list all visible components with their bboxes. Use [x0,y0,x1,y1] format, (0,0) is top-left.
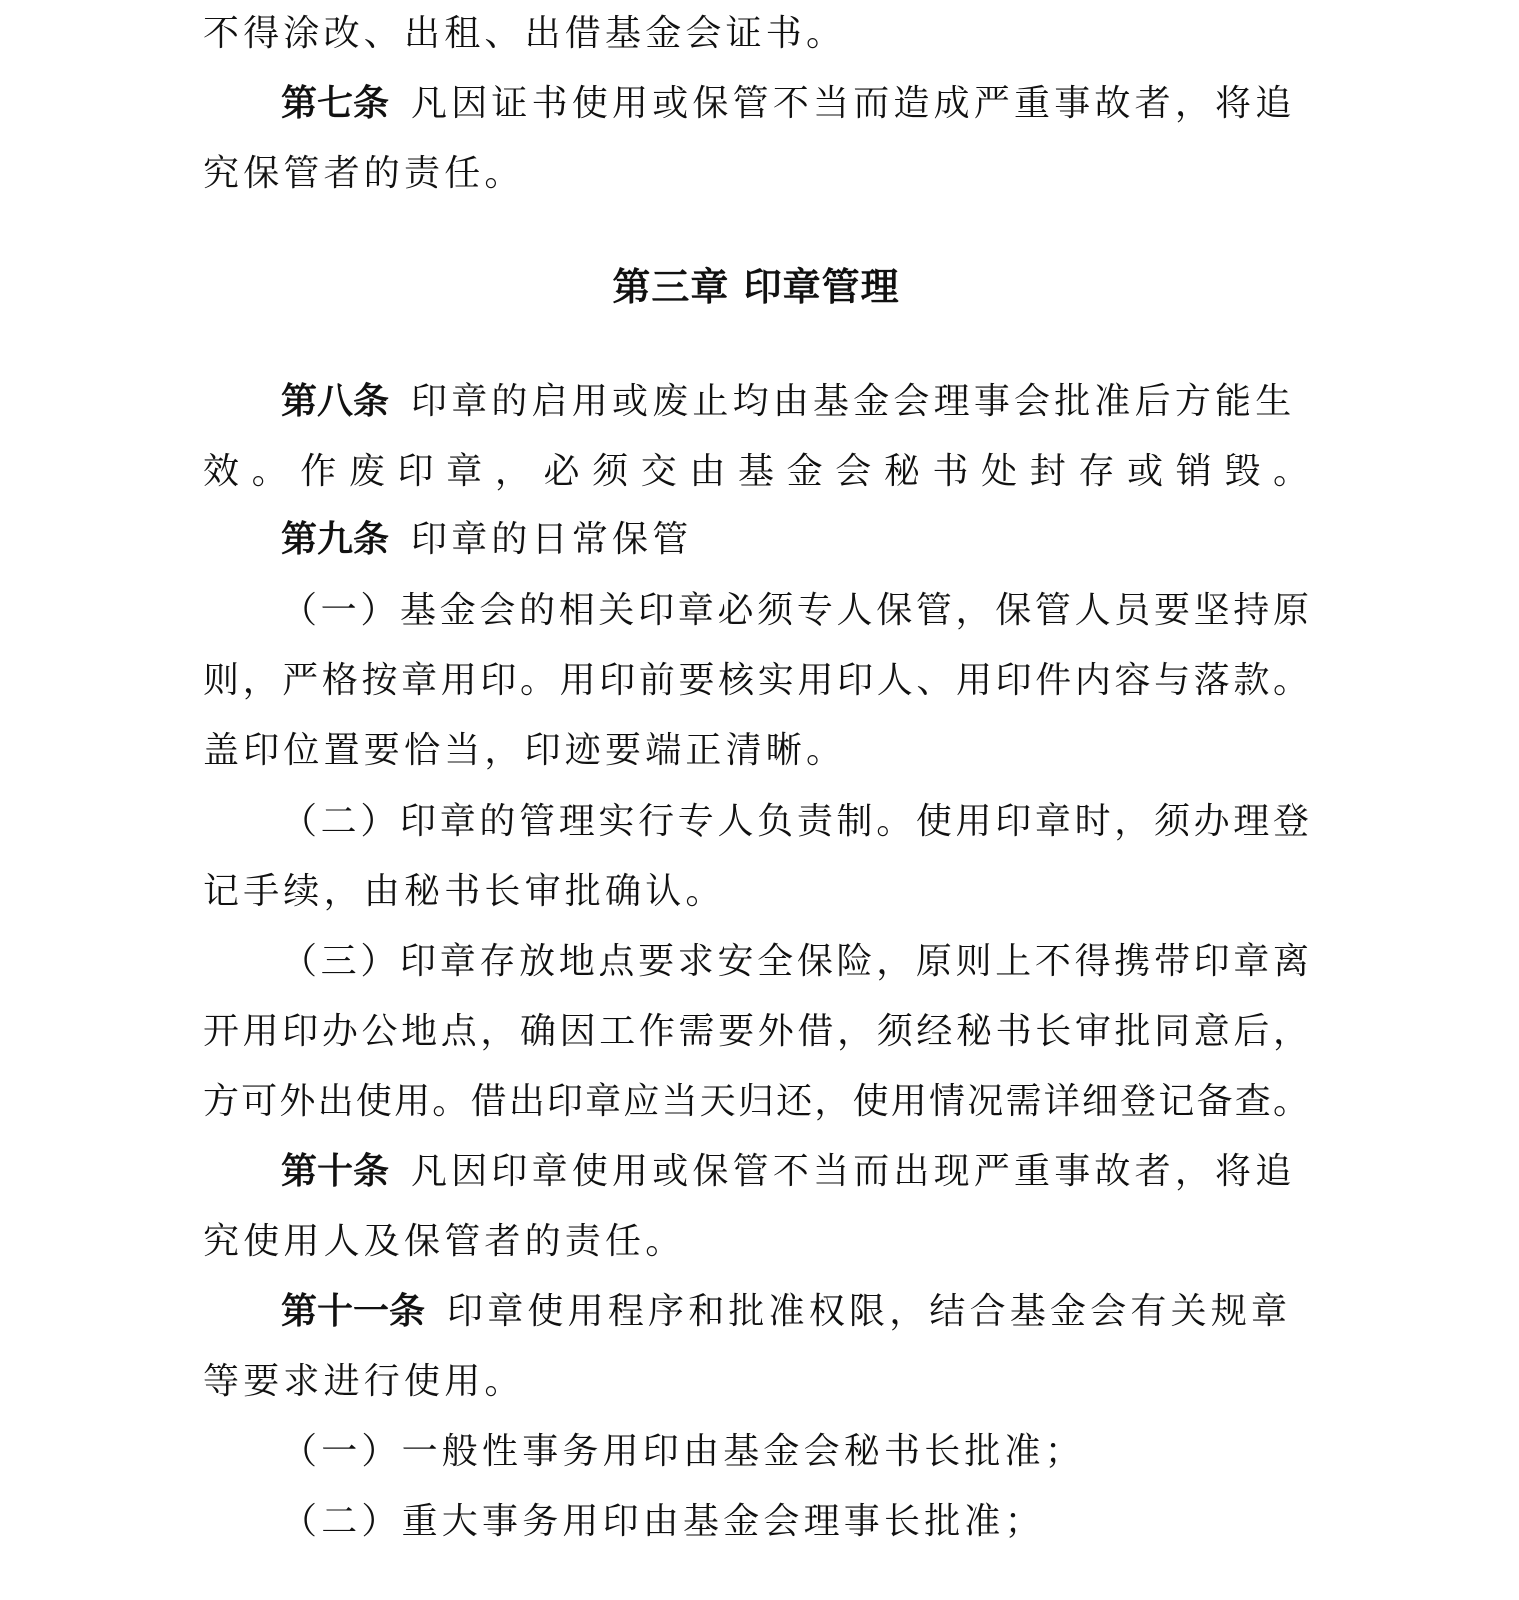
chapter-3-title: 第三章 印章管理 [612,265,900,309]
article-10-heading: 第十条 [281,1151,390,1192]
item-9-3-line: （三）印章存放地点要求安全保险，原则上不得携带印章离 [281,941,1309,982]
article-10-line [281,1150,1295,1194]
article-9-line [281,518,692,562]
article-8-heading: 第八条 [281,381,390,422]
article-10-text: 凡因印章使用或保管不当而出现严重事故者，将追 [411,1151,1296,1192]
paragraph-line: 究使用人及保管者的责任。 [203,1221,686,1262]
item-11-2-line: （二）重大事务用印由基金会理事长批准； [281,1501,1045,1542]
article-8-line [281,380,1295,424]
item-9-1-line: （一）基金会的相关印章必须专人保管，保管人员要坚持原 [281,590,1309,631]
paragraph-line: 不得涂改、出租、出借基金会证书。 [203,13,847,54]
article-7-text: 凡因证书使用或保管不当而造成严重事故者，将追 [411,83,1296,124]
article-11-heading: 第十一条 [281,1291,426,1332]
paragraph-line: 效。作废印章，必须交由基金会秘书处封存或销毁。 [203,451,1309,492]
article-9-text: 印章的日常保管 [411,519,693,560]
paragraph-line: 开用印办公地点，确因工作需要外借，须经秘书长审批同意后， [203,1011,1309,1052]
paragraph-line: 则，严格按章用印。用印前要核实用印人、用印件内容与落款。 [203,660,1309,701]
article-11-text: 印章使用程序和批准权限，结合基金会有关规章 [447,1291,1292,1332]
article-11-line [281,1290,1291,1334]
article-9-heading: 第九条 [281,519,390,560]
paragraph-line: 等要求进行使用。 [203,1361,525,1402]
article-7-line [281,82,1295,126]
paragraph-line: 盖印位置要恰当，印迹要端正清晰。 [203,730,847,771]
paragraph-line: 方可外出使用。借出印章应当天归还，使用情况需详细登记备查。 [203,1081,1309,1122]
paragraph-line: 究保管者的责任。 [203,153,525,194]
article-8-text: 印章的启用或废止均由基金会理事会批准后方能生 [411,381,1296,422]
article-7-heading: 第七条 [281,83,390,124]
item-9-2-line: （二）印章的管理实行专人负责制。使用印章时，须办理登 [281,801,1309,842]
paragraph-line: 记手续，由秘书长审批确认。 [203,871,726,912]
item-11-1-line: （一）一般性事务用印由基金会秘书长批准； [281,1431,1086,1472]
